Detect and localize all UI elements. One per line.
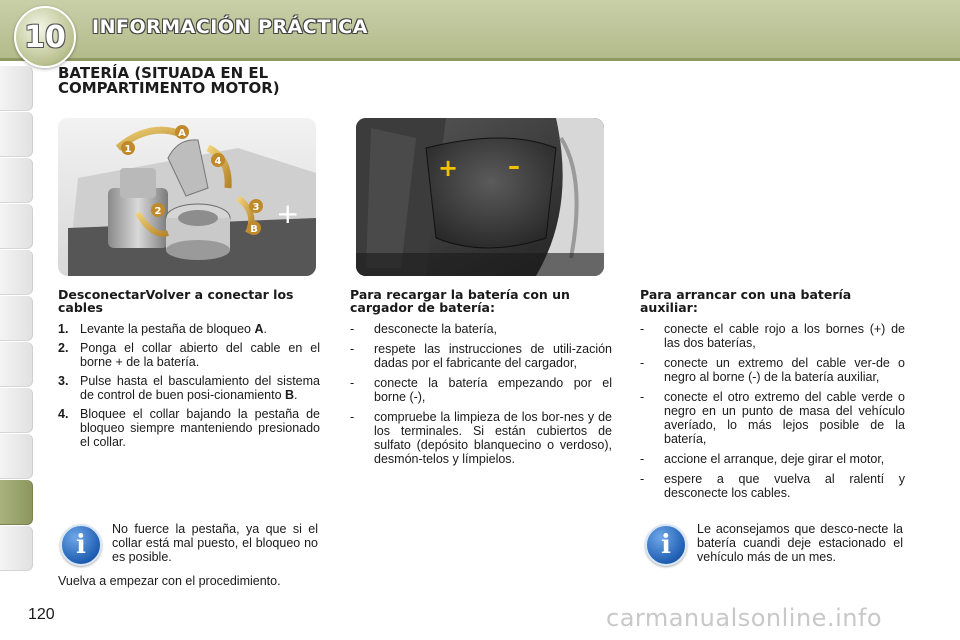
positive-terminal-mark: +	[438, 154, 459, 182]
step-ref: B	[285, 388, 295, 402]
info-icon: i	[645, 524, 687, 566]
step-item	[58, 407, 320, 449]
callout-1: 1	[124, 144, 132, 155]
header-divider	[0, 58, 960, 61]
info-note-collar: No fuerce la pestaña, ya que si el collar está mal puesto, el bloqueo no es posible.	[112, 522, 318, 564]
dash-bullet: -	[350, 322, 355, 336]
list-item-text: conecte el cable rojo a los bornes (+) de las dos baterías,	[664, 322, 905, 350]
recharge-section	[350, 288, 612, 472]
step-item	[58, 374, 320, 402]
chapter-title: INFORMACIÓN PRÁCTICA	[92, 16, 368, 38]
column2-heading: Para recargar la batería con un cargador de batería:	[350, 287, 570, 315]
chapter-tabs	[0, 66, 36, 576]
step-text: Bloquee el collar bajando la pestaña de bloqueo siempre manteniendo presionado el collar.	[80, 407, 320, 449]
info-note-disconnect: Le aconsejamos que desco-necte la batería cuandi deje estacionado el vehículo más de un mes.	[697, 522, 903, 564]
chapter-tab[interactable]	[0, 296, 33, 341]
list-item-text: conecte un extremo del cable ver-de o negro al borne (-) de la batería auxiliar,	[664, 356, 905, 384]
list-item	[640, 472, 905, 500]
dash-bullet: -	[640, 322, 645, 336]
step-tail: .	[294, 388, 298, 402]
steps-list	[58, 322, 320, 449]
chapter-tab[interactable]	[0, 250, 33, 295]
dash-bullet: -	[640, 452, 645, 466]
dash-bullet: -	[640, 390, 645, 404]
callout-b: B	[250, 224, 258, 235]
step-number: 3.	[58, 374, 69, 388]
battery-terminal-illustration	[58, 118, 316, 276]
list-item	[350, 322, 612, 336]
list-item-text: respete las instrucciones de utili-zación dadas por el fabricante del cargador,	[374, 342, 612, 370]
page-number: 120	[28, 606, 55, 623]
step-number: 1.	[58, 322, 69, 336]
section-title	[58, 66, 358, 96]
step-item	[58, 322, 320, 336]
list-item-text: desconecte la batería,	[374, 322, 497, 336]
plus-mark: +	[276, 197, 300, 230]
list-item-text: compruebe la limpieza de los bor-nes y de los terminales. Si están cubiertos de sulfato (depósito blanquecino o verdoso), desmón-telos y límpielos.	[374, 410, 612, 466]
step-number: 4.	[58, 407, 69, 421]
column3-heading: Para arrancar con una batería auxiliar:	[640, 287, 852, 315]
chapter-tab[interactable]	[0, 204, 33, 249]
step-tail: .	[263, 322, 267, 336]
disconnect-reconnect-section	[58, 288, 320, 454]
chapter-tab-active[interactable]	[0, 480, 33, 525]
step-text: Ponga el collar abierto del cable en el borne + de la batería.	[80, 341, 320, 369]
section-title-line2: COMPARTIMENTO MOTOR)	[58, 79, 280, 97]
retry-text: Vuelva a empezar con el procedimiento.	[58, 574, 281, 588]
step-text: Pulse hasta el basculamiento del sistema de control de buen posi-cionamiento	[80, 374, 320, 402]
chapter-tab[interactable]	[0, 342, 33, 387]
chapter-badge: 10	[14, 6, 76, 68]
callout-3: 3	[252, 202, 260, 213]
step-item	[58, 341, 320, 369]
list-item	[350, 342, 612, 370]
list-item	[350, 410, 612, 466]
chapter-tab[interactable]	[0, 158, 33, 203]
callout-2: 2	[154, 206, 162, 217]
jump-start-section	[640, 288, 905, 506]
jump-start-list	[640, 322, 905, 500]
dash-bullet: -	[640, 472, 645, 486]
info-icon: i	[60, 524, 102, 566]
list-item	[640, 390, 905, 446]
chapter-tab[interactable]	[0, 526, 33, 571]
list-item	[350, 376, 612, 404]
list-item	[640, 356, 905, 384]
list-item-text: espere a que vuelva al ralentí y desconecte los cables.	[664, 472, 905, 500]
list-item-text: conecte el otro extremo del cable verde o negro en un punto de masa del vehículo averíado, lo más lejos posible de la batería,	[664, 390, 905, 446]
dash-bullet: -	[350, 376, 355, 390]
list-item	[640, 322, 905, 350]
list-item-text: accione el arranque, deje girar el motor,	[664, 452, 885, 466]
engine-compartment-photo	[356, 118, 604, 276]
watermark: carmanualsonline.info	[606, 604, 883, 632]
step-text: Levante la pestaña de bloqueo	[80, 322, 255, 336]
chapter-tab[interactable]	[0, 388, 33, 433]
step-number: 2.	[58, 341, 69, 355]
chapter-tab[interactable]	[0, 112, 33, 157]
callout-a: A	[178, 128, 186, 139]
list-item	[640, 452, 905, 466]
dash-bullet: -	[640, 356, 645, 370]
negative-terminal-mark: –	[508, 152, 520, 180]
chapter-tab[interactable]	[0, 434, 33, 479]
section-title-line1: BATERÍA (SITUADA EN EL	[58, 64, 269, 82]
dash-bullet: -	[350, 410, 355, 424]
list-item-text: conecte la batería empezando por el borne (-),	[374, 376, 612, 404]
chapter-tab[interactable]	[0, 66, 33, 111]
column1-heading: DesconectarVolver a conectar los cables	[58, 287, 294, 315]
dash-bullet: -	[350, 342, 355, 356]
callout-4: 4	[214, 156, 222, 167]
recharge-list	[350, 322, 612, 466]
step-ref: A	[254, 322, 264, 336]
